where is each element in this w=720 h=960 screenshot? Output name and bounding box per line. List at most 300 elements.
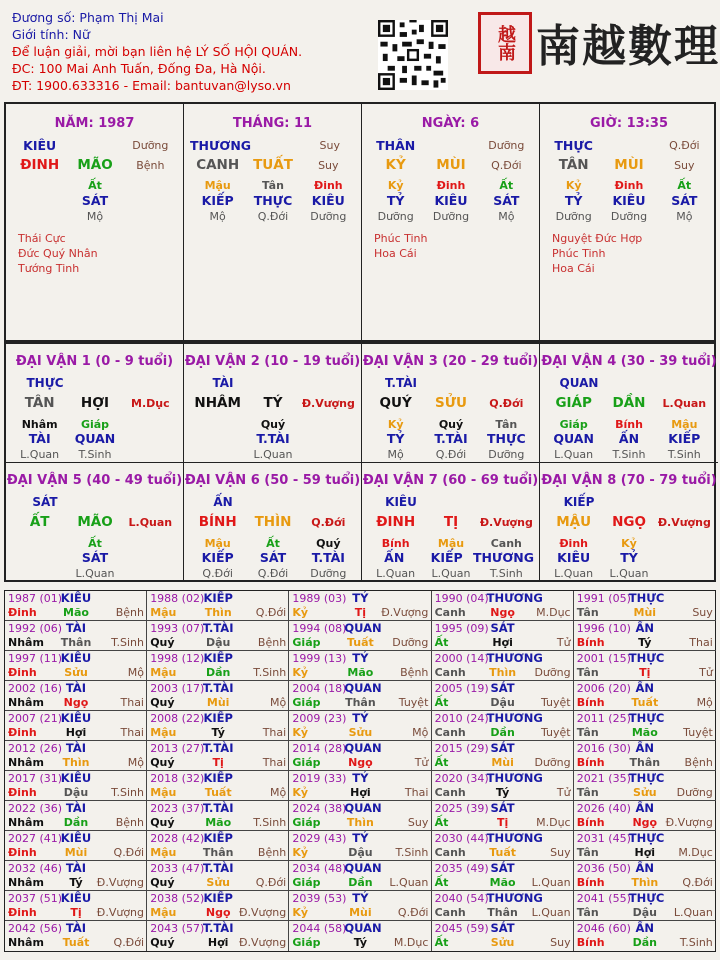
year-cell[interactable] (574, 921, 716, 951)
year-line-2 (435, 666, 571, 679)
year-star: SÁT (490, 801, 515, 815)
year-star: T.TÀI (202, 861, 234, 875)
year-star: KIÊU (60, 651, 92, 665)
pillar-stars-cell: KIÊU (311, 193, 345, 208)
year-cell[interactable] (147, 741, 289, 771)
year-branch: Hợi (65, 726, 87, 739)
year-cell[interactable] (5, 651, 147, 681)
pillar-top-cell (67, 138, 122, 153)
year-cell[interactable] (432, 831, 574, 861)
dai-van-stars-cell (123, 550, 178, 565)
year-cell[interactable] (432, 621, 574, 651)
year-branch: Mão (63, 606, 89, 619)
dai-van-can-chi (368, 396, 534, 411)
year-line-1 (435, 652, 571, 665)
dai-van-7[interactable] (362, 463, 540, 582)
year-label: 2019 (33) (292, 772, 347, 785)
dai-van-hidden-cell: Bính (615, 418, 643, 431)
year-cell[interactable] (432, 771, 574, 801)
dai-van-can-chi-cell: L.Quan (662, 397, 707, 410)
year-state: Thai (404, 786, 429, 799)
year-label: 2039 (53) (292, 892, 347, 905)
dai-van-title: ĐẠI VẬN 6 (50 - 59 tuổi) (184, 473, 361, 488)
year-cell[interactable] (147, 651, 289, 681)
year-cell[interactable] (289, 591, 431, 621)
year-branch: Hợi (207, 936, 229, 949)
year-cell[interactable] (574, 681, 716, 711)
year-blank (234, 712, 286, 725)
year-blank (92, 712, 144, 725)
year-branch: Thân (345, 696, 376, 709)
year-cell[interactable] (289, 621, 431, 651)
pillar-top (546, 138, 712, 153)
pillar-hidden (368, 178, 534, 193)
year-cell[interactable] (147, 801, 289, 831)
year-label: 2011 (25) (576, 712, 631, 725)
year-star: THƯƠNG (486, 711, 543, 725)
pillar-stars-cell: SÁT (493, 193, 520, 208)
year-line-1 (292, 712, 428, 725)
year-state: T.Sinh (395, 846, 429, 859)
year-line-2 (577, 636, 713, 649)
year-cell[interactable] (5, 801, 147, 831)
year-cell[interactable] (289, 771, 431, 801)
year-branch: Mão (205, 816, 232, 829)
year-branch: Ngọ (490, 606, 515, 619)
year-line-2 (292, 816, 428, 829)
pillar-can-chi-cell: Bệnh (136, 159, 165, 172)
year-line-2 (292, 756, 428, 769)
year-stem: Canh (434, 906, 466, 919)
year-label: 2020 (34) (434, 772, 489, 785)
year-line-2 (435, 846, 571, 859)
dai-van-states-cell: Mộ (387, 448, 404, 461)
pillar-states (368, 209, 534, 224)
year-branch: Dần (63, 816, 89, 829)
year-line-1 (292, 772, 428, 785)
year-cell[interactable] (289, 741, 431, 771)
year-stem: Đinh (8, 726, 37, 739)
year-label: 2031 (45) (576, 832, 631, 845)
year-branch: Ngọ (205, 906, 231, 919)
year-label: 1990 (04) (434, 592, 489, 605)
year-star: ẤN (635, 861, 655, 875)
year-line-2 (577, 786, 713, 799)
dai-van-star: KIÊU (385, 495, 417, 509)
header-line: Đương số: Phạm Thị Mai (12, 10, 164, 25)
year-cell[interactable] (5, 741, 147, 771)
year-cell[interactable] (5, 771, 147, 801)
year-stem: Nhâm (8, 756, 44, 769)
dai-van-hidden (190, 417, 356, 432)
year-stem: Canh (434, 786, 466, 799)
year-cell[interactable] (289, 711, 431, 741)
year-blank (234, 862, 286, 875)
year-line-2 (8, 636, 144, 649)
dai-van-star: SÁT (32, 495, 58, 509)
year-cell[interactable] (432, 741, 574, 771)
pillar-stars (190, 193, 356, 208)
year-label: 2042 (56) (8, 922, 63, 935)
dai-van-states-cell: T.Sinh (612, 448, 646, 461)
year-stem: Tân (576, 726, 599, 739)
year-star: T.TÀI (202, 741, 234, 755)
year-state: Mộ (269, 696, 287, 709)
year-branch: Tý (638, 636, 652, 649)
year-label: 2006 (20) (576, 682, 631, 695)
year-cell[interactable] (432, 891, 574, 921)
dai-van-stars (190, 550, 356, 565)
year-stem: Mậu (150, 846, 177, 859)
year-state: Tử (414, 756, 429, 769)
year-star: THƯƠNG (486, 771, 543, 785)
year-line-1 (292, 742, 428, 755)
year-cell[interactable] (574, 621, 716, 651)
year-star: T.TÀI (202, 801, 234, 815)
year-state: Bệnh (684, 756, 713, 769)
dai-van-8[interactable] (540, 463, 718, 582)
year-cell[interactable] (147, 621, 289, 651)
dai-van-hidden (368, 417, 534, 432)
dai-van-stars-cell: ẤN (618, 431, 640, 446)
dai-van-5[interactable] (6, 463, 184, 582)
pillar-states-cell (12, 209, 67, 224)
year-line-2 (150, 636, 286, 649)
year-cell[interactable] (5, 621, 147, 651)
pillar-can-chi-cell: MÙI (614, 157, 644, 173)
pillar-states (546, 209, 712, 224)
year-state: Q.Đới (113, 936, 144, 949)
year-label: 2028 (42) (150, 832, 205, 845)
year-blank (519, 862, 571, 875)
year-line-1 (435, 592, 571, 605)
year-cell[interactable] (147, 711, 289, 741)
dai-van-hidden-cell: Ất (88, 537, 102, 550)
year-cell[interactable] (432, 651, 574, 681)
year-stem: Mậu (150, 726, 177, 739)
year-cell[interactable] (147, 771, 289, 801)
dai-van-can-chi-cell: MÃO (77, 514, 113, 530)
year-blank (376, 892, 428, 905)
year-line-1 (150, 622, 286, 635)
year-cell[interactable] (289, 831, 431, 861)
pillar-sao: Thái Cực (18, 232, 66, 245)
pillar-title: NGÀY: 6 (421, 116, 480, 131)
year-cell[interactable] (574, 651, 716, 681)
year-cell[interactable] (147, 591, 289, 621)
dai-van-can-chi-cell: Đ.Vượng (301, 397, 355, 410)
pillar-top-cell: Suy (319, 139, 341, 152)
dai-van-4[interactable] (540, 344, 718, 463)
year-label: 2037 (51) (8, 892, 63, 905)
year-branch: Dần (348, 876, 373, 889)
year-label: 2035 (49) (434, 862, 489, 875)
year-state: Dưỡng (534, 756, 571, 769)
year-cell[interactable] (147, 831, 289, 861)
year-star: TÀI (65, 741, 87, 755)
year-label: 1996 (10) (576, 622, 631, 635)
year-state: Suy (550, 846, 571, 859)
year-blank (92, 772, 144, 785)
year-label: 1995 (09) (434, 622, 489, 635)
year-cell[interactable] (147, 861, 289, 891)
pillar-top (190, 138, 356, 153)
year-blank (376, 652, 428, 665)
year-branch: Tý (211, 726, 225, 739)
pillar-sao: Hoa Cái (552, 262, 595, 275)
year-star: THỰC (628, 771, 665, 785)
year-line-2 (577, 696, 713, 709)
year-state: Q.Đới (113, 846, 144, 859)
year-cell[interactable] (5, 861, 147, 891)
year-cell[interactable] (574, 711, 716, 741)
dai-van-states-cell (12, 566, 67, 581)
year-branch: Hợi (492, 636, 513, 649)
year-blank (664, 592, 712, 605)
year-label: 2026 (40) (576, 802, 631, 815)
year-stem: Kỷ (292, 606, 309, 619)
dai-van-stars-cell: TỶ (620, 550, 638, 565)
year-cell[interactable] (147, 681, 289, 711)
pillar-2[interactable] (184, 104, 362, 342)
year-state: Bệnh (115, 816, 144, 829)
year-blank (382, 742, 429, 755)
year-state: M.Dục (536, 606, 571, 619)
year-line-2 (150, 666, 286, 679)
dai-van-3[interactable] (362, 344, 540, 463)
pillar-stars (12, 193, 178, 208)
year-line-1 (8, 622, 144, 635)
year-label: 2027 (41) (8, 832, 63, 845)
year-stem: Canh (434, 666, 466, 679)
dai-van-states-cell: L.Quan (554, 448, 594, 461)
year-star: SÁT (490, 741, 515, 755)
year-cell[interactable] (5, 711, 147, 741)
dai-van-states (368, 447, 534, 462)
dai-van-stars (190, 431, 356, 446)
pillar-hidden-cell: Đinh (614, 179, 644, 192)
year-stem: Nhâm (8, 936, 44, 949)
year-state: Bệnh (400, 666, 429, 679)
year-stem: Bính (576, 636, 605, 649)
year-branch: Thìn (204, 606, 232, 619)
year-line-1 (292, 892, 428, 905)
dai-van-stars-cell: T.TÀI (311, 550, 345, 565)
dai-van-stars (368, 550, 534, 565)
year-state: L.Quan (673, 906, 713, 919)
dai-van-states-cell: L.Quan (20, 448, 60, 461)
header-line: ĐT: 1900.633316 - Email: bantuvan@lyso.vn (12, 78, 291, 93)
year-cell[interactable] (432, 861, 574, 891)
year-stem: Kỷ (292, 906, 309, 919)
pillar-hidden-cell: Ất (88, 179, 102, 192)
year-cell[interactable] (147, 891, 289, 921)
year-star: KIẾP (203, 591, 233, 605)
year-branch: Tý (353, 936, 368, 949)
pillar-states-cell: Dưỡng (432, 210, 470, 223)
year-state: Bệnh (115, 606, 144, 619)
year-cell[interactable] (574, 801, 716, 831)
year-state: M.Dục (678, 846, 713, 859)
year-label: 2000 (14) (434, 652, 489, 665)
year-stem: Đinh (8, 606, 37, 619)
year-cell[interactable] (432, 681, 574, 711)
year-line-2 (292, 906, 428, 919)
year-star: TÀI (65, 621, 87, 635)
pillar-states-cell (123, 209, 178, 224)
pillar-4[interactable] (540, 104, 718, 342)
dai-van-6[interactable] (184, 463, 362, 582)
year-line-1 (292, 862, 428, 875)
dai-van-can-chi-cell: SỬU (435, 395, 467, 411)
year-state: Đ.Vượng (96, 906, 144, 919)
year-line-2 (435, 606, 571, 619)
year-branch: Mão (631, 726, 658, 739)
year-blank (234, 742, 286, 755)
year-branch: Sửu (490, 936, 515, 949)
pillar-stars-cell (123, 193, 178, 208)
year-cell[interactable] (574, 891, 716, 921)
dai-van-2[interactable] (184, 344, 362, 463)
year-stem: Nhâm (8, 636, 44, 649)
pillar-top (12, 138, 178, 153)
year-line-2 (8, 726, 144, 739)
year-branch: Sửu (348, 726, 373, 739)
pillar-top-cell (423, 138, 478, 153)
dai-van-star: THỰC (26, 376, 64, 390)
dai-van-1[interactable] (6, 344, 184, 463)
pillar-states-cell: Dưỡng (377, 210, 414, 223)
dai-van-stars-cell: KIÊU (557, 550, 591, 565)
pillar-hidden-cell: Kỷ (565, 179, 582, 192)
dai-van-hidden-cell (123, 536, 178, 551)
year-cell[interactable] (432, 801, 574, 831)
year-cell[interactable] (574, 741, 716, 771)
year-stem: Kỷ (292, 786, 309, 799)
year-star: THƯƠNG (486, 651, 543, 665)
pillar-top-cell: THỰC (554, 138, 593, 153)
year-star: THƯƠNG (486, 591, 543, 605)
qr-code-icon[interactable] (378, 20, 448, 90)
year-line-1 (8, 592, 144, 605)
year-cell[interactable] (432, 591, 574, 621)
year-line-1 (577, 832, 713, 845)
year-blank (519, 682, 571, 695)
year-star: KIẾP (203, 711, 233, 725)
year-cell[interactable] (432, 711, 574, 741)
year-blank (543, 772, 571, 785)
dai-van-stars (546, 550, 712, 565)
year-cell[interactable] (147, 921, 289, 951)
dai-van-can-chi-cell: Đ.Vượng (657, 516, 711, 529)
year-cell[interactable] (5, 681, 147, 711)
year-blank (376, 712, 428, 725)
year-blank (92, 682, 144, 695)
year-line-2 (8, 666, 144, 679)
pillar-3[interactable] (362, 104, 540, 342)
pillar-hidden (190, 178, 356, 193)
dai-van-states (190, 566, 356, 581)
year-cell[interactable] (574, 861, 716, 891)
year-cell[interactable] (289, 681, 431, 711)
year-cell[interactable] (5, 831, 147, 861)
dai-van-stars (12, 431, 178, 446)
year-branch: Thìn (346, 816, 374, 829)
year-cell[interactable] (289, 921, 431, 951)
year-line-2 (435, 696, 571, 709)
year-cell[interactable] (432, 921, 574, 951)
year-star: KIẾP (203, 651, 233, 665)
year-line-1 (577, 652, 713, 665)
dai-van-stars (368, 431, 534, 446)
year-cell[interactable] (574, 831, 716, 861)
pillar-1[interactable] (6, 104, 184, 342)
dai-van-stars-cell: T.TÀI (434, 431, 468, 446)
year-cell[interactable] (5, 591, 147, 621)
pillar-can-chi (12, 158, 178, 173)
year-branch: Thìn (62, 756, 90, 769)
year-blank (382, 622, 429, 635)
year-stem: Canh (434, 846, 466, 859)
year-state: Suy (550, 936, 571, 949)
year-line-2 (435, 726, 571, 739)
year-cell[interactable] (289, 861, 431, 891)
dai-van-can-chi (12, 396, 178, 411)
year-line-2 (577, 756, 713, 769)
year-blank (664, 832, 712, 845)
dai-van-states-cell: Dưỡng (488, 448, 525, 461)
year-cell[interactable] (289, 891, 431, 921)
year-branch: Mùi (206, 696, 230, 709)
year-line-2 (150, 786, 286, 799)
year-cell[interactable] (574, 771, 716, 801)
year-label: 2003 (17) (150, 682, 205, 695)
year-cell[interactable] (574, 591, 716, 621)
year-star: SÁT (490, 861, 515, 875)
year-cell[interactable] (5, 921, 147, 951)
dai-van-can-chi (190, 396, 356, 411)
year-state: Thai (262, 726, 287, 739)
year-cell[interactable] (289, 651, 431, 681)
dai-van-can-chi-cell: TÂN (24, 395, 55, 411)
dai-van-can-chi-cell: L.Quan (128, 516, 173, 529)
year-state: Mộ (696, 696, 713, 709)
year-stem: Đinh (8, 906, 37, 919)
year-line-1 (435, 892, 571, 905)
year-label: 1992 (06) (8, 622, 63, 635)
dai-van-hidden (12, 536, 178, 551)
pillar-states-cell: Q.Đới (257, 210, 289, 223)
pillar-can-chi-cell: Q.Đới (491, 159, 522, 172)
year-star: TỶ (352, 891, 369, 905)
year-star: KIÊU (60, 891, 92, 905)
year-line-1 (292, 652, 428, 665)
year-cell[interactable] (5, 891, 147, 921)
year-cell[interactable] (289, 801, 431, 831)
year-line-2 (150, 606, 286, 619)
pillar-can-chi-cell: CANH (196, 157, 240, 173)
year-state: Dưỡng (534, 666, 571, 679)
year-star: KIÊU (60, 831, 92, 845)
year-branch: Tuất (346, 636, 374, 649)
pillar-title: GIỜ: 13:35 (590, 116, 668, 131)
pillar-hidden-cell: Đinh (436, 179, 466, 192)
year-blank (519, 802, 571, 815)
year-label: 2009 (23) (292, 712, 347, 725)
year-state: Q.Đới (397, 906, 429, 919)
dai-van-states (368, 566, 534, 581)
year-blank (92, 862, 144, 875)
